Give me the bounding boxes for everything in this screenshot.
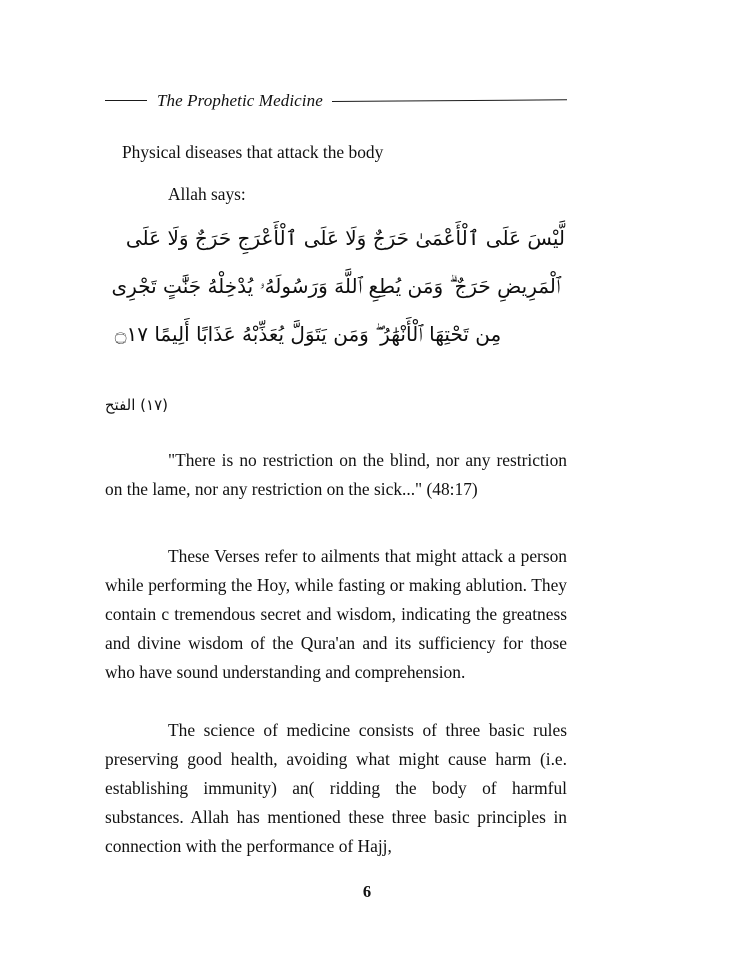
header-rule-left xyxy=(105,100,147,101)
page-number xyxy=(0,882,750,902)
running-header xyxy=(105,88,567,112)
surah-citation-text: (١٧) الفتح xyxy=(105,396,169,414)
verses-explanation-text: These Verses refer to ailments that might attack a person while performing the Hoy, while fasting or making ablution. They contain c tremendous secret and wisdom, indicating the greatness and divine wisdom of the Qura'an and its sufficiency for those who have sound understanding and comprehension. xyxy=(105,546,567,682)
quran-verse-line-2: ٱلْمَرِيضِ حَرَجٌ ۗ وَمَن يُطِعِ ٱللَّهَ وَرَسُولَهُۥ يُدْخِلْهُ جَنَّٰتٍ تَجْرِى xyxy=(111,274,561,298)
surah-citation xyxy=(105,396,405,414)
science-of-medicine-paragraph xyxy=(105,716,567,861)
page-number-text: 6 xyxy=(362,882,372,901)
attribution-line xyxy=(105,180,567,209)
header-title: The Prophetic Medicine xyxy=(157,90,323,110)
quran-verse-line-3: مِن تَحْتِهَا ٱلْأَنْهَٰرُ ۖ وَمَن يَتَوَلَّ يُعَذِّبْهُ عَذَابًا أَلِيمًا ۝١٧ xyxy=(114,322,502,346)
verses-explanation-paragraph xyxy=(105,542,567,687)
translation-paragraph xyxy=(105,446,567,504)
translation-text: "There is no restriction on the blind, nor any restriction on the lame, nor any restriction on the sick..." (48:17) xyxy=(105,450,567,499)
heading-text: Physical diseases that attack the body xyxy=(122,142,384,162)
quran-verse-block xyxy=(105,214,567,358)
header-rule-right xyxy=(332,99,567,102)
science-of-medicine-text: The science of medicine consists of three basic rules preserving good health, avoiding what might cause harm (i.e. establishing immunity) an( ridding the body of harmful substances. Allah has mentioned these three basic principles in connection with the performance of Hajj, xyxy=(105,720,567,856)
section-heading-line xyxy=(105,138,567,167)
quran-verse-line-1: لَّيْسَ عَلَى ٱلْأَعْمَىٰ حَرَجٌ وَلَا عَلَى ٱلْأَعْرَجِ حَرَجٌ وَلَا عَلَى xyxy=(125,226,565,250)
attribution-text: Allah says: xyxy=(168,184,246,204)
